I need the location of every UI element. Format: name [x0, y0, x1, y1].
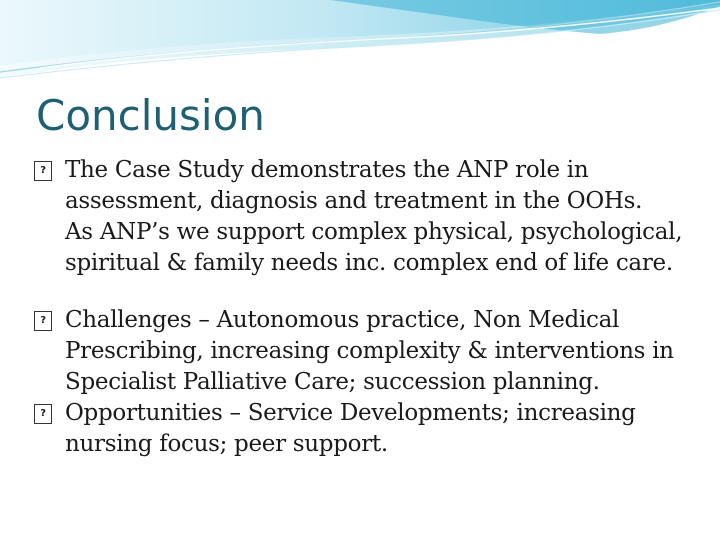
slide-body	[0, 155, 720, 460]
bullet-challenges	[0, 305, 720, 398]
bullet-text-line: Specialist Palliative Care; succession planning.	[65, 369, 600, 395]
slide-title: Conclusion	[36, 91, 265, 140]
bullet-marker-icon	[34, 311, 52, 331]
bullet-marker-icon	[34, 404, 52, 424]
bullet-text-line: spiritual & family needs inc. complex end of life care.	[65, 250, 673, 276]
bullet-text-line: nursing focus; peer support.	[65, 431, 388, 457]
bullet-case-study	[0, 155, 720, 279]
bullet-text-line: The Case Study demonstrates the ANP role in	[65, 157, 589, 183]
bullet-opportunities	[0, 398, 720, 460]
bullet-text-line: assessment, diagnosis and treatment in the OOHs.	[65, 188, 643, 214]
bullet-text-line: Opportunities – Service Developments; increasing	[65, 400, 636, 426]
bullet-text-line: As ANP’s we support complex physical, psychological,	[65, 219, 683, 245]
bullet-text-line: Prescribing, increasing complexity & interventions in	[65, 338, 674, 364]
decorative-header-wave	[0, 0, 720, 90]
bullet-text-line: Challenges – Autonomous practice, Non Medical	[65, 307, 620, 333]
bullet-marker-icon	[34, 161, 52, 181]
